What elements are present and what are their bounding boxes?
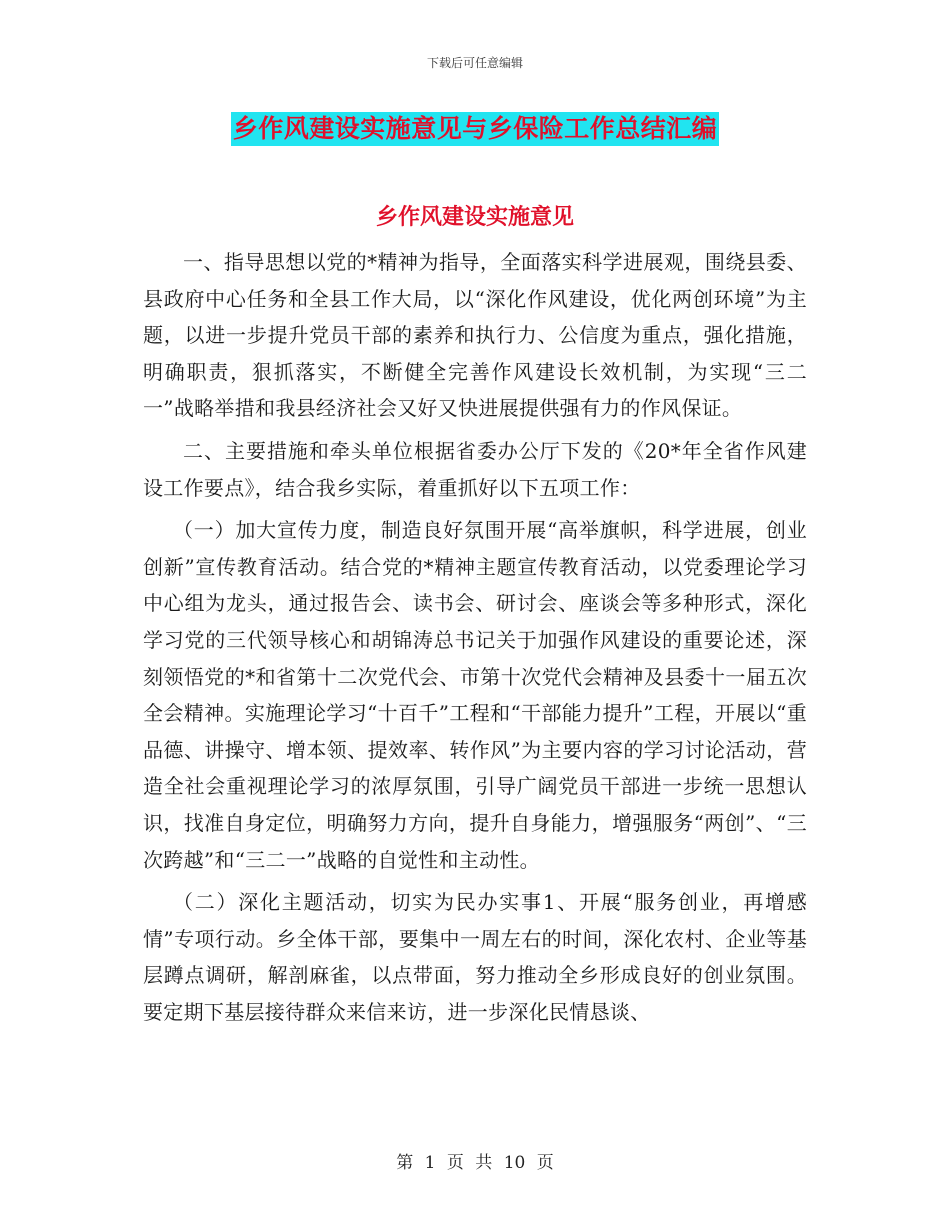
paragraph-guiding-ideology: 一、指导思想以党的*精神为指导，全面落实科学进展观，围绕县委、县政府中心任务和全县工作大局，以“深化作风建设，优化两创环境”为主题，以进一步提升党员干部的素养和执行力、公信度为重点，强化措施，明确职责，狠抓落实，不断健全完善作风建设长效机制，为实现“三二一”战略举措和我县经济社会又好又快进展提供强有力的作风保证。 bbox=[143, 250, 807, 421]
section-title: 乡作风建设实施意见 bbox=[375, 204, 574, 230]
page-number: 第 1 页 共 10 页 bbox=[396, 1153, 554, 1173]
paragraph-theme-activities: （二）深化主题活动，切实为民办实事1、开展“服务创业，再增感情”专项行动。乡全体干部，要集中一周左右的时间，深化农村、企业等基层蹲点调研，解剖麻雀，以点带面，努力推动全乡形成良好的创业氛围。要定期下基层接待群众来信来访，进一步深化民情恳谈、 bbox=[143, 890, 807, 1024]
document-title bbox=[0, 112, 950, 146]
paragraph-main-measures: 二、主要措施和牵头单位根据省委办公厅下发的《20*年全省作风建设工作要点》，结合我乡实际，着重抓好以下五项工作： bbox=[143, 438, 807, 500]
page-header-note: 下载后可任意编辑 bbox=[426, 56, 523, 70]
document-body bbox=[143, 244, 807, 1036]
paragraph-publicity: （一）加大宣传力度，制造良好氛围开展“高举旗帜，科学进展，创业创新”宣传教育活动。结合党的*精神主题宣传教育活动，以党委理论学习中心组为龙头，通过报告会、读书会、研讨会、座谈会等多种形式，深化学习党的三代领导核心和胡锦涛总书记关于加强作风建设的重要论述，深刻领悟党的*和省第十二次党代会、市第十次党代会精神及县委十一届五次全会精神。实施理论学习“十百千”工程和“干部能力提升”工程，开展以“重品德、讲操守、增本领、提效率、转作风”为主要内容的学习讨论活动，营造全社会重视理论学习的浓厚氛围，引导广阔党员干部进一步统一思想认识，找准自身定位，明确努力方向，提升自身能力，增强服务“两创”、“三次跨越”和“三二一”战略的自觉性和主动性。 bbox=[143, 518, 807, 872]
document-title-text: 乡作风建设实施意见与乡保险工作总结汇编 bbox=[231, 112, 720, 146]
